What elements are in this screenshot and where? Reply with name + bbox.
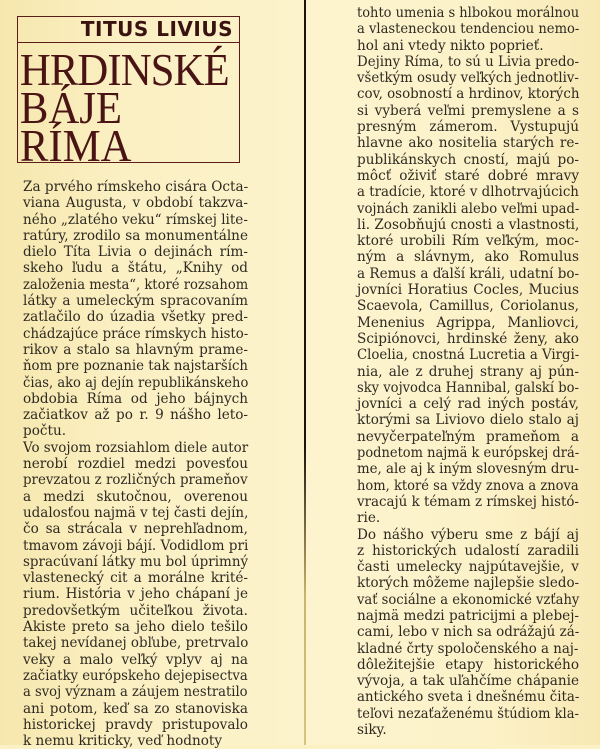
text-line: historickej pravdy pristupovalo — [23, 716, 248, 733]
title-line-1: HRDINSKÉ — [19, 44, 229, 95]
text-line: dielo Títa Livia o dejinách rím- — [23, 244, 248, 261]
text-line: dôležitejšie etapy historického — [357, 656, 579, 673]
text-line: začiatky európskeho dejepisectva — [23, 667, 248, 684]
text-line: ratúry, zrodilo sa monumentálne — [23, 227, 248, 244]
paragraph — [357, 527, 579, 739]
text-line: vracajú k témam z rímskej histó- — [357, 493, 579, 510]
text-line: udalosťou najmä v tej časti dejín, — [23, 504, 249, 521]
text-line: li. Zosobňujú cnosti a vlastnosti, — [357, 216, 580, 233]
text-line: Scipiónovci, hrdinské ženy, ako — [357, 330, 579, 347]
text-line: predovšetkým učiteľkou života. — [23, 602, 248, 619]
text-line: začiatkov až po r. 9 nášho leto- — [23, 407, 248, 424]
text-line: publikánskych cností, majú po- — [357, 151, 579, 168]
text-line: vlastenecký cit a morálne krité- — [23, 570, 248, 587]
text-line: viana Augusta, v období takzva- — [23, 195, 248, 212]
text-line: Scaevola, Camillus, Coriolanus, — [357, 298, 579, 315]
text-line: tmavom závoji bájí. Vodidlom pri — [23, 537, 249, 554]
text-line: teľovi nezaťaženému štúdiom kla- — [357, 705, 579, 722]
text-line: cov, osobností a hrdinov, ktorých — [357, 86, 580, 103]
title-line-3: RÍMA — [19, 120, 132, 171]
text-line: hol ani vtedy nikto poprieť. — [357, 37, 544, 54]
text-line: si vyberá veľmi premyslene a s — [357, 102, 579, 119]
paragraph — [357, 5, 579, 54]
text-line: me, ale aj k iným slovesným dru- — [357, 461, 579, 478]
text-line: Za prvého rímskeho cisára Octa- — [23, 179, 249, 195]
text-line: podnetom najmä k európskej drá- — [357, 445, 580, 462]
text-line: založenia mesta“, ktoré rozsahom — [23, 276, 249, 293]
text-line: chádzajúce práce rímskych histo- — [23, 325, 249, 342]
paragraph — [23, 179, 248, 440]
text-line: prevzatou z rozličných prameňov — [23, 472, 248, 489]
text-line: zatlačilo do úzadia všetky pred- — [23, 309, 248, 326]
text-line: takej nevídanej obľube, pretrvalo — [23, 635, 249, 652]
text-line: najmä medzi patricijmi a plebej- — [357, 607, 579, 624]
text-line: ktoré urobili Rím veľkým, moc- — [357, 233, 579, 250]
text-line: veky a malo veľký vplyv aj na — [23, 651, 248, 668]
text-line: jovníci Horatius Cocles, Mucius — [357, 282, 579, 299]
text-line: počtu. — [23, 423, 67, 440]
text-line: ani potom, keď sa zo stanoviska — [23, 700, 248, 717]
text-line: ného „zlatého veku“ rímskej lite- — [23, 211, 248, 228]
text-line: ktorými sa Liviovo dielo stalo aj — [357, 412, 579, 429]
text-line: vať sociálne a ekonomické vzťahy — [357, 591, 580, 608]
text-line: nevyčerpateľným prameňom a — [357, 428, 579, 445]
text-line: obdobia Ríma od jeho bájnych — [23, 390, 248, 407]
page-fold — [304, 0, 306, 745]
title-line-2: BÁJE — [19, 82, 123, 133]
text-line: ňom pre poznanie tak najstarších — [23, 358, 248, 375]
text-line: presným zámerom. Vystupujú — [357, 119, 579, 136]
text-line: Do nášho výberu sme z bájí aj — [357, 526, 579, 543]
text-line: a vlasteneckou tendenciou nemo- — [357, 21, 580, 38]
text-line: ktorých môžeme najlepšie sledo- — [357, 575, 580, 592]
text-line: ným a slávnym, ako Romulus — [357, 249, 579, 266]
text-line: tohto umenia s hlbokou morálnou — [357, 5, 580, 21]
text-line: k nemu kriticky, veď hodnoty — [23, 733, 223, 749]
text-line: kladné črty spoločenského a naj- — [357, 640, 579, 657]
text-line: Dejiny Ríma, to sú u Livia predo- — [357, 53, 580, 70]
text-line: rium. História v jeho chápaní je — [23, 586, 248, 603]
text-line: čias, ako aj dejín republikánskeho — [23, 374, 249, 391]
text-line: siky. — [357, 722, 387, 739]
author-name: TITUS LIVIUS — [18, 17, 239, 43]
text-line: látky a umeleckým spracovaním — [23, 293, 248, 310]
text-line: sky vojvodca Hannibal, galskí bo- — [357, 379, 579, 396]
text-line: hom, ktoré sa vždy znova a znova — [357, 477, 579, 494]
text-line: jovníci a celý rad iných postáv, — [357, 396, 579, 413]
text-line: Menenius Agrippa, Manliovci, — [357, 314, 579, 331]
title-box — [17, 16, 240, 171]
text-line: vojnách zanikli alebo veľmi upad- — [357, 200, 580, 217]
left-text-column — [23, 179, 248, 749]
text-line: z historických udalostí zaradili — [357, 542, 579, 559]
text-line: všetkým osudy veľkých jednotliv- — [357, 70, 579, 87]
text-line: rie. — [357, 510, 381, 527]
text-line: antického sveta i dnešnému čita- — [357, 689, 580, 706]
text-line: nia, ale z druhej strany aj pún- — [357, 363, 579, 380]
text-line: Akiste preto sa jeho dielo tešilo — [23, 619, 248, 636]
text-line: skeho ľudu a štátu, „Knihy od — [23, 260, 248, 277]
text-line: a Remus a ďalší králi, udatní bo- — [357, 265, 580, 282]
paragraph — [23, 440, 248, 749]
text-line: hlavne ako nositelia starých re- — [357, 135, 579, 152]
text-line: cami, lebo v nich sa odrážajú zá- — [357, 624, 580, 641]
text-line: spracúvaní látky mu bol úprimný — [23, 553, 249, 570]
text-line: vývoja, a tak uľahčíme chápanie — [357, 673, 579, 690]
text-line: a tradície, ktoré v dlhotrvajúcich — [357, 184, 579, 201]
text-line: časti umelecky najpútavejšie, v — [357, 559, 579, 576]
text-line: a svoj význam a záujem nestratilo — [23, 684, 248, 701]
text-line: Vo svojom rozsiahlom diele autor — [23, 439, 249, 456]
text-line: nerobí rozdiel medzi povesťou — [23, 456, 248, 473]
paragraph — [357, 54, 579, 527]
text-line: rikov a stalo sa hlavným prame- — [23, 341, 248, 358]
text-line: môcť oživiť staré dobré mravy — [357, 167, 579, 184]
text-line: Cloelia, cnostná Lucretia a Virgi- — [357, 347, 580, 364]
text-line: a medzi skutočnou, overenou — [23, 488, 248, 505]
text-line: čo sa strácala v neprehľadnom, — [23, 521, 248, 538]
right-text-column — [357, 5, 579, 738]
